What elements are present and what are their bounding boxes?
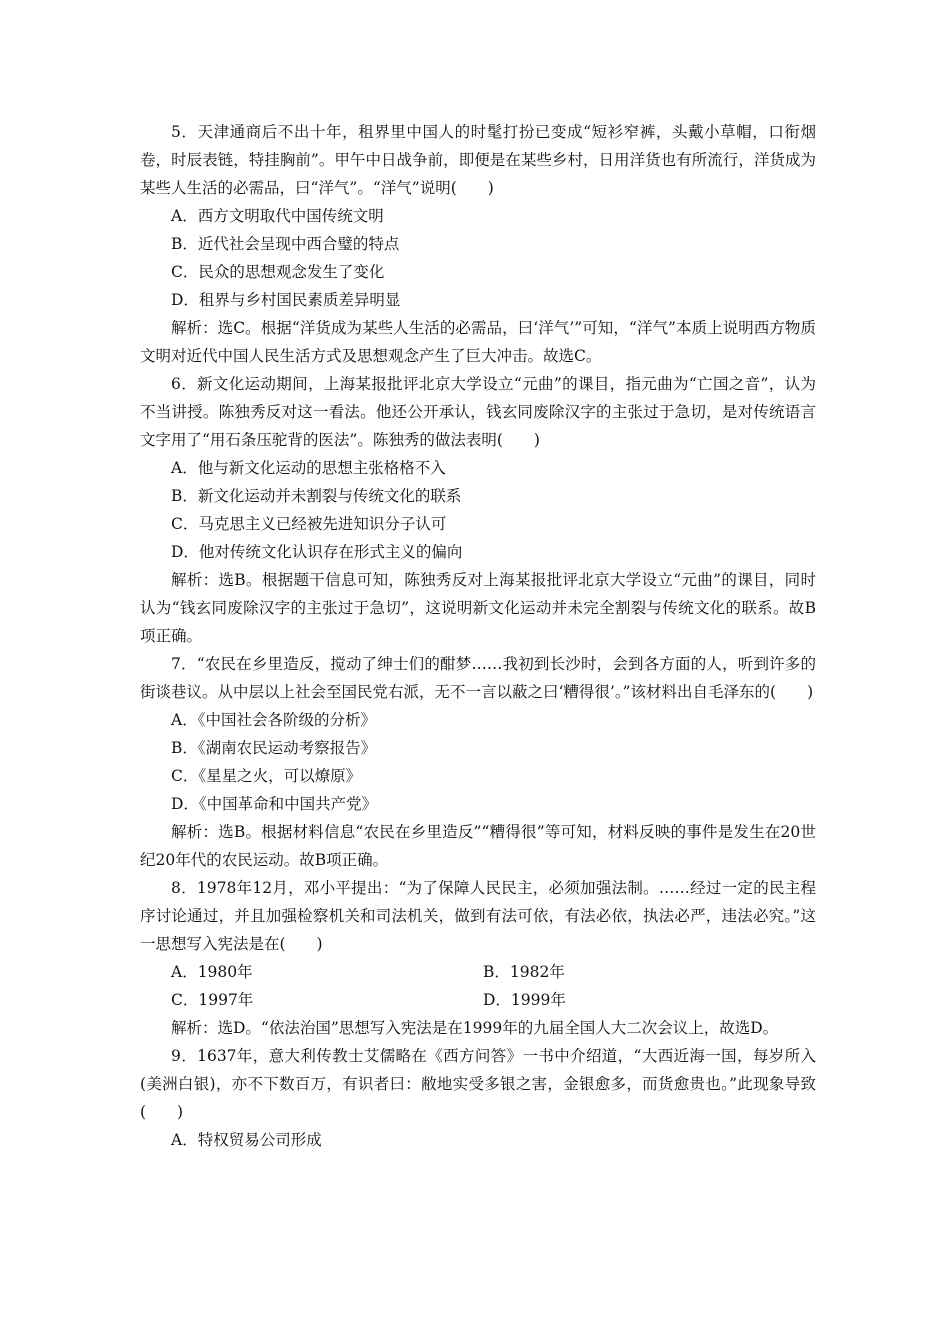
question-9: [140, 1042, 816, 1154]
option-d: D．1999年: [483, 991, 566, 1009]
question-8: [140, 874, 816, 1042]
option-row: [140, 986, 816, 1014]
analysis: 解析：选C。根据“洋货成为某些人生活的必需品，曰‘洋气’”可知，“洋气”本质上说明西方物质文明对近代中国人民生活方式及思想观念产生了巨大冲击。故选C。: [140, 319, 816, 365]
question-stem: 6．新文化运动期间，上海某报批评北京大学设立“元曲”的课目，指元曲为“亡国之音”，认为不当讲授。陈独秀反对这一看法。他还公开承认，钱玄同废除汉字的主张过于急切，是对传统语言文字用了“用石条压驼背的医法”。陈独秀的做法表明( ): [140, 375, 816, 449]
question-stem: 5．天津通商后不出十年，租界里中国人的时髦打扮已变成“短衫窄裤，头戴小草帽，口衔烟卷，时辰表链，特挂胸前”。甲午中日战争前，即便是在某些乡村，日用洋货也有所流行，洋货成为某些人生活的必需品，曰“洋气”。“洋气”说明( ): [140, 123, 816, 197]
analysis: 解析：选D。“依法治国”思想写入宪法是在1999年的九届全国人大二次会议上，故选D。: [171, 1019, 779, 1037]
option-d: D．《中国革命和中国共产党》: [171, 795, 378, 813]
question-5: [140, 118, 816, 370]
question-stem: 9．1637年，意大利传教士艾儒略在《西方问答》一书中介绍道，“大西近海一国，每岁所入(美洲白银)，亦不下数百万，有识者曰：敝地实受多银之害，金银愈多，而货愈贵也。”此现象导致( ): [140, 1047, 816, 1121]
option-c: C．马克思主义已经被先进知识分子认可: [171, 515, 447, 533]
option-b: B．近代社会呈现中西合璧的特点: [171, 235, 400, 253]
option-d: D．他对传统文化认识存在形式主义的偏向: [171, 543, 463, 561]
question-stem: 7．“农民在乡里造反，搅动了绅士们的酣梦……我初到长沙时，会到各方面的人，听到许多的街谈巷议。从中层以上社会至国民党右派，无不一言以蔽之曰‘糟得很’。”该材料出自毛泽东的( ): [140, 655, 816, 701]
option-b: B．1982年: [483, 963, 565, 981]
question-list: [140, 118, 816, 1154]
option-c: C．民众的思想观念发生了变化: [171, 263, 385, 281]
option-a: A．西方文明取代中国传统文明: [171, 207, 384, 225]
option-row: [140, 958, 816, 986]
question-7: [140, 650, 816, 874]
option-a: A．1980年: [171, 963, 253, 981]
option-c: C．1997年: [171, 991, 254, 1009]
option-c: C．《星星之火，可以燎原》: [171, 767, 362, 785]
option-b: B．新文化运动并未割裂与传统文化的联系: [171, 487, 462, 505]
option-a: A．特权贸易公司形成: [171, 1131, 322, 1149]
option-d: D．租界与乡村国民素质差异明显: [171, 291, 401, 309]
analysis: 解析：选B。根据材料信息“农民在乡里造反”“糟得很”等可知，材料反映的事件是发生在20世纪20年代的农民运动。故B项正确。: [140, 823, 816, 869]
option-a: A．他与新文化运动的思想主张格格不入: [171, 459, 446, 477]
option-a: A．《中国社会各阶级的分析》: [171, 711, 376, 729]
question-stem: 8．1978年12月，邓小平提出：“为了保障人民民主，必须加强法制。……经过一定的民主程序讨论通过，并且加强检察机关和司法机关，做到有法可依，有法必依，执法必严，违法必究。”这一思想写入宪法是在( ): [140, 879, 816, 953]
option-b: B．《湖南农民运动考察报告》: [171, 739, 377, 757]
question-6: [140, 370, 816, 650]
analysis: 解析：选B。根据题干信息可知，陈独秀反对上海某报批评北京大学设立“元曲”的课目，同时认为“钱玄同废除汉字的主张过于急切”，这说明新文化运动并未完全割裂与传统文化的联系。故B项正确。: [140, 571, 816, 645]
